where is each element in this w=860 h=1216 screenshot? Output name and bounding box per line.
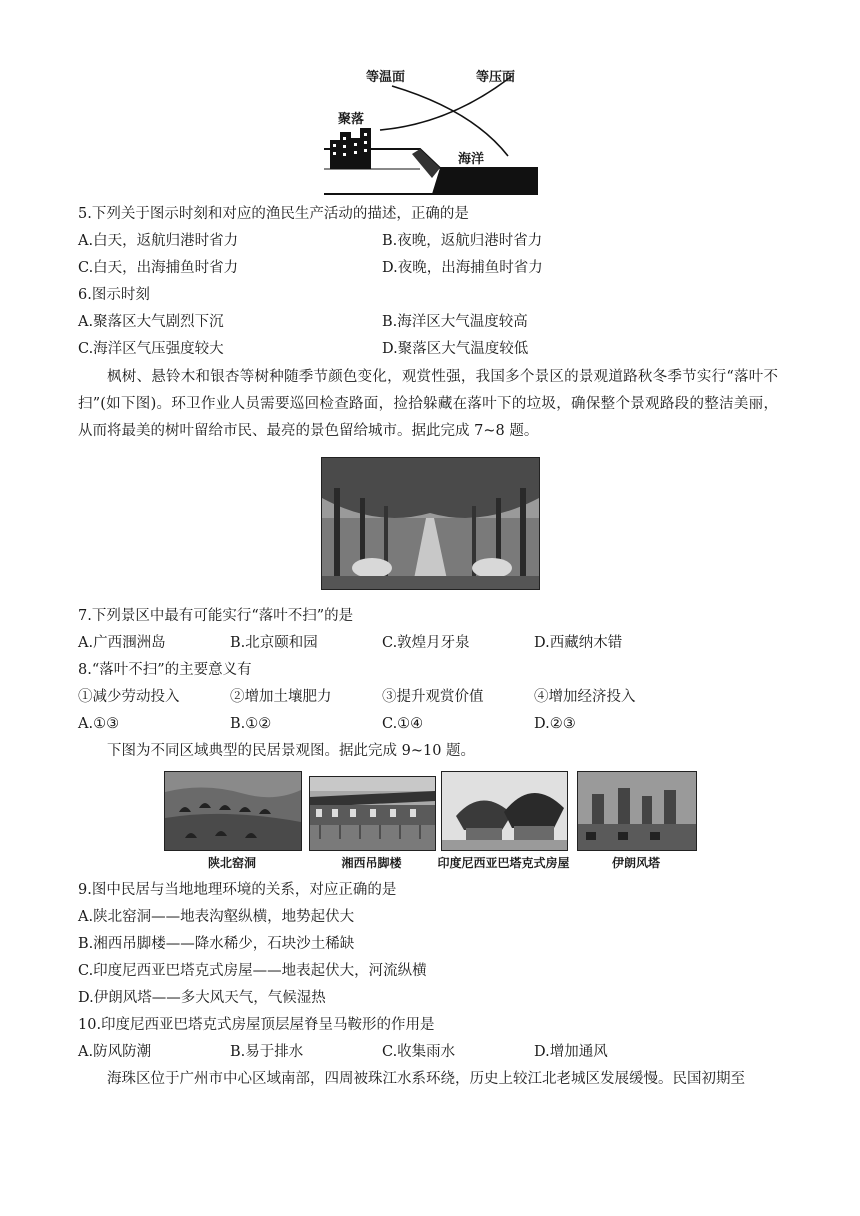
q8-option-d: D.②③ [534,716,576,732]
q8-item-1: ①减少劳动投入 [78,689,180,705]
q8-stem: 8.“落叶不扫”的主要意义有 [78,662,252,678]
q10-stem: 10.印度尼西亚巴塔克式房屋顶层屋脊呈马鞍形的作用是 [78,1017,435,1033]
caption-batak-house: 印度尼西亚巴塔克式房屋 [437,856,570,870]
wind-tower-photo [577,771,697,851]
fallen-leaves-road-photo [321,457,540,590]
q6-option-d: D.聚落区大气温度较低 [382,341,529,357]
q5-option-b: B.夜晚，返航归港时省力 [382,233,543,249]
q9-option-d: D.伊朗风塔——多大风天气，气候湿热 [78,990,326,1006]
q6-option-b: B.海洋区大气温度较高 [382,314,528,330]
isotherm-curve [392,86,508,156]
q8-option-c: C.①④ [382,716,424,732]
q10-option-d: D.增加通风 [534,1044,608,1060]
q10-option-c: C.收集雨水 [382,1044,456,1060]
settlement-label: 聚落 [338,112,365,127]
q9-option-a: A.陕北窑洞——地表沟壑纵横，地势起伏大 [78,909,355,925]
stilt-house-photo [309,776,436,851]
ocean-label: 海洋 [458,152,485,167]
q5-option-c: C.白天，出海捕鱼时省力 [78,260,239,276]
passage-fallen-leaves: 枫树、悬铃木和银杏等树种随季节颜色变化，观赏性强，我国多个景区的景观道路秋冬季节实行“落叶不扫”(如下图)。环卫作业人员需要巡回检查路面，捡拾躲藏在落叶下的垃圾，确保整个景观路段的整洁美丽，从而将最美的树叶留给市民、最亮的景色留给城市。据此完成 7~8 题。 [78,369,778,439]
caption-stilt-house: 湘西吊脚楼 [341,856,402,870]
isotherm-label: 等温面 [366,70,406,85]
q6-option-a: A.聚落区大气剧烈下沉 [78,314,224,330]
q6-option-c: C.海洋区气压强度较大 [78,341,224,357]
q8-item-2: ②增加土壤肥力 [230,689,332,705]
q9-option-c: C.印度尼西亚巴塔克式房屋——地表起伏大，河流纵横 [78,963,427,979]
q9-stem: 9.图中民居与当地地理环境的关系，对应正确的是 [78,882,397,898]
q5-option-d: D.夜晚，出海捕鱼时省力 [382,260,543,276]
q10-option-b: B.易于排水 [230,1044,304,1060]
batak-house-photo [441,771,568,851]
passage-dwellings: 下图为不同区域典型的民居景观图。据此完成 9~10 题。 [107,743,476,759]
q7-option-d: D.西藏纳木错 [534,635,623,651]
q6-stem: 6.图示时刻 [78,287,150,303]
cave-dwelling-photo [164,771,302,851]
q8-item-3: ③提升观赏价值 [382,689,484,705]
q10-option-a: A.防风防潮 [78,1044,152,1060]
caption-cave-dwelling: 陕北窑洞 [207,856,256,870]
q9-option-b: B.湘西吊脚楼——降水稀少，石块沙土稀缺 [78,936,355,952]
q7-option-a: A.广西涠洲岛 [78,635,166,651]
q8-option-a: A.①③ [78,716,120,732]
isobar-label: 等压面 [476,70,516,85]
ocean-water [432,168,538,194]
q7-stem: 7.下列景区中最有可能实行“落叶不扫”的是 [78,608,354,624]
caption-wind-tower: 伊朗风塔 [611,856,660,870]
q5-stem: 5.下列关于图示时刻和对应的渔民生产活动的描述，正确的是 [78,206,469,222]
q7-option-c: C.敦煌月牙泉 [382,635,470,651]
q7-option-b: B.北京颐和园 [230,635,318,651]
q8-option-b: B.①② [230,716,272,732]
passage-haizhu: 海珠区位于广州市中心区域南部，四周被珠江水系环绕，历史上较江北老城区发展缓慢。民国初期至 [107,1071,745,1087]
q8-item-4: ④增加经济投入 [534,689,636,705]
q5-option-a: A.白天，返航归港时省力 [78,233,239,249]
isotherm-isobar-diagram [322,60,542,200]
